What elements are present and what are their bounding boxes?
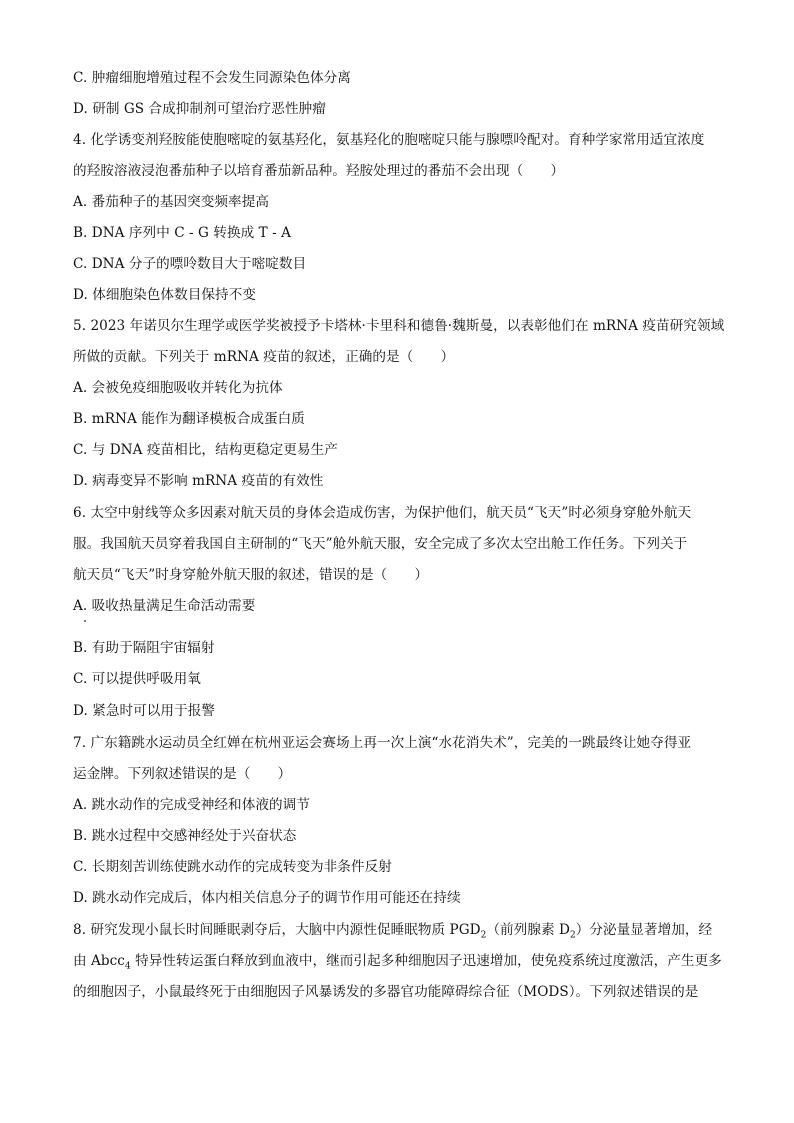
q4-option-a: A. 番茄种子的基因突变频率提高	[73, 194, 269, 210]
q5-option-d: D. 病毒变异不影响 mRNA 疫苗的有效性	[73, 473, 324, 489]
q5-stem-line-2: 所做的贡献。下列关于 mRNA 疫苗的叙述，正确的是（ ）	[73, 349, 455, 365]
q6-stem-line-2: 服。我国航天员穿着我国自主研制的“飞天”舱外航天服，安全完成了多次太空出舱工作任务。下列关于	[73, 536, 688, 552]
stray-dot	[84, 620, 86, 622]
q8-stem-line-1-part-a: 8. 研究发现小鼠长时间睡眠剥夺后，大脑中内源性促睡眠物质 PGD	[73, 922, 481, 938]
q7-stem-line-1: 7. 广东籍跳水运动员全红婵在杭州亚运会赛场上再一次上演“水花消失术”，完美的一跳最终让她夺得亚	[73, 735, 692, 751]
q8-stem-line-3: 的细胞因子，小鼠最终死于由细胞因子风暴诱发的多器官功能障碍综合征（MODS）。下列叙述错误的是	[73, 984, 699, 1000]
q6-stem-line-1: 6. 太空中射线等众多因素对航天员的身体会造成伤害，为保护他们，航天员“飞天”时必须身穿舱外航天	[73, 505, 692, 521]
q5-option-c: C. 与 DNA 疫苗相比，结构更稳定更易生产	[73, 442, 338, 458]
q8-subscript-2: 2	[569, 930, 576, 941]
q8-subscript-3: 4	[124, 961, 131, 972]
q8-stem-line-2	[73, 951, 722, 977]
q7-stem-line-2: 运金牌。下列叙述错误的是（ ）	[73, 766, 292, 782]
q8-stem-line-1-part-b: （前列腺素 D	[486, 922, 570, 938]
q5-option-b: B. mRNA 能作为翻译模板合成蛋白质	[73, 411, 305, 427]
q8-stem-line-2-part-b: 特异性转运蛋白释放到血液中，继而引起多种细胞因子迅速增加，使免疫系统过度激活，产生更多	[130, 953, 722, 969]
q6-option-b: B. 有助于隔阻宇宙辐射	[73, 640, 215, 656]
q3-option-d: D. 研制 GS 合成抑制剂可望治疗恶性肿瘤	[73, 101, 326, 117]
q6-option-a: A. 吸收热量满足生命活动需要	[73, 598, 256, 614]
q4-option-b: B. DNA 序列中 C - G 转换成 T - A	[73, 225, 292, 241]
q4-option-c: C. DNA 分子的嘌呤数目大于嘧啶数目	[73, 256, 307, 272]
q8-stem-line-1-part-c: ）分泌量显著增加，经	[575, 922, 713, 938]
q7-option-a: A. 跳水动作的完成受神经和体液的调节	[73, 797, 310, 813]
q4-stem-line-1: 4. 化学诱变剂羟胺能使胞嘧啶的氨基羟化，氨基羟化的胞嘧啶只能与腺嘌呤配对。育种学家常用适宜浓度	[73, 132, 705, 148]
q6-option-d: D. 紧急时可以用于报警	[73, 703, 215, 719]
q7-option-c: C. 长期刻苦训练使跳水动作的完成转变为非条件反射	[73, 859, 392, 875]
q8-subscript-1: 2	[480, 930, 487, 941]
q6-option-c: C. 可以提供呼吸用氧	[73, 671, 201, 687]
q7-option-d: D. 跳水动作完成后，体内相关信息分子的调节作用可能还在持续	[73, 890, 461, 906]
q6-stem-line-3: 航天员“飞天”时身穿舱外航天服的叙述，错误的是（ ）	[73, 567, 429, 583]
q7-option-b: B. 跳水过程中交感神经处于兴奋状态	[73, 828, 297, 844]
q8-stem-line-1	[73, 920, 712, 946]
q5-option-a: A. 会被免疫细胞吸收并转化为抗体	[73, 380, 283, 396]
q8-stem-line-2-part-a: 由 Abcc	[73, 953, 125, 969]
q4-option-d: D. 体细胞染色体数目保持不变	[73, 287, 256, 303]
q5-stem-line-1: 5. 2023 年诺贝尔生理学或医学奖被授予卡塔林·卡里科和德鲁·魏斯曼，以表彰他们在 mRNA 疫苗研究领域	[73, 318, 725, 334]
q3-option-c: C. 肿瘤细胞增殖过程不会发生同源染色体分离	[73, 70, 351, 86]
q4-stem-line-2: 的羟胺溶液浸泡番茄种子以培育番茄新品种。羟胺处理过的番茄不会出现（ ）	[73, 163, 565, 179]
